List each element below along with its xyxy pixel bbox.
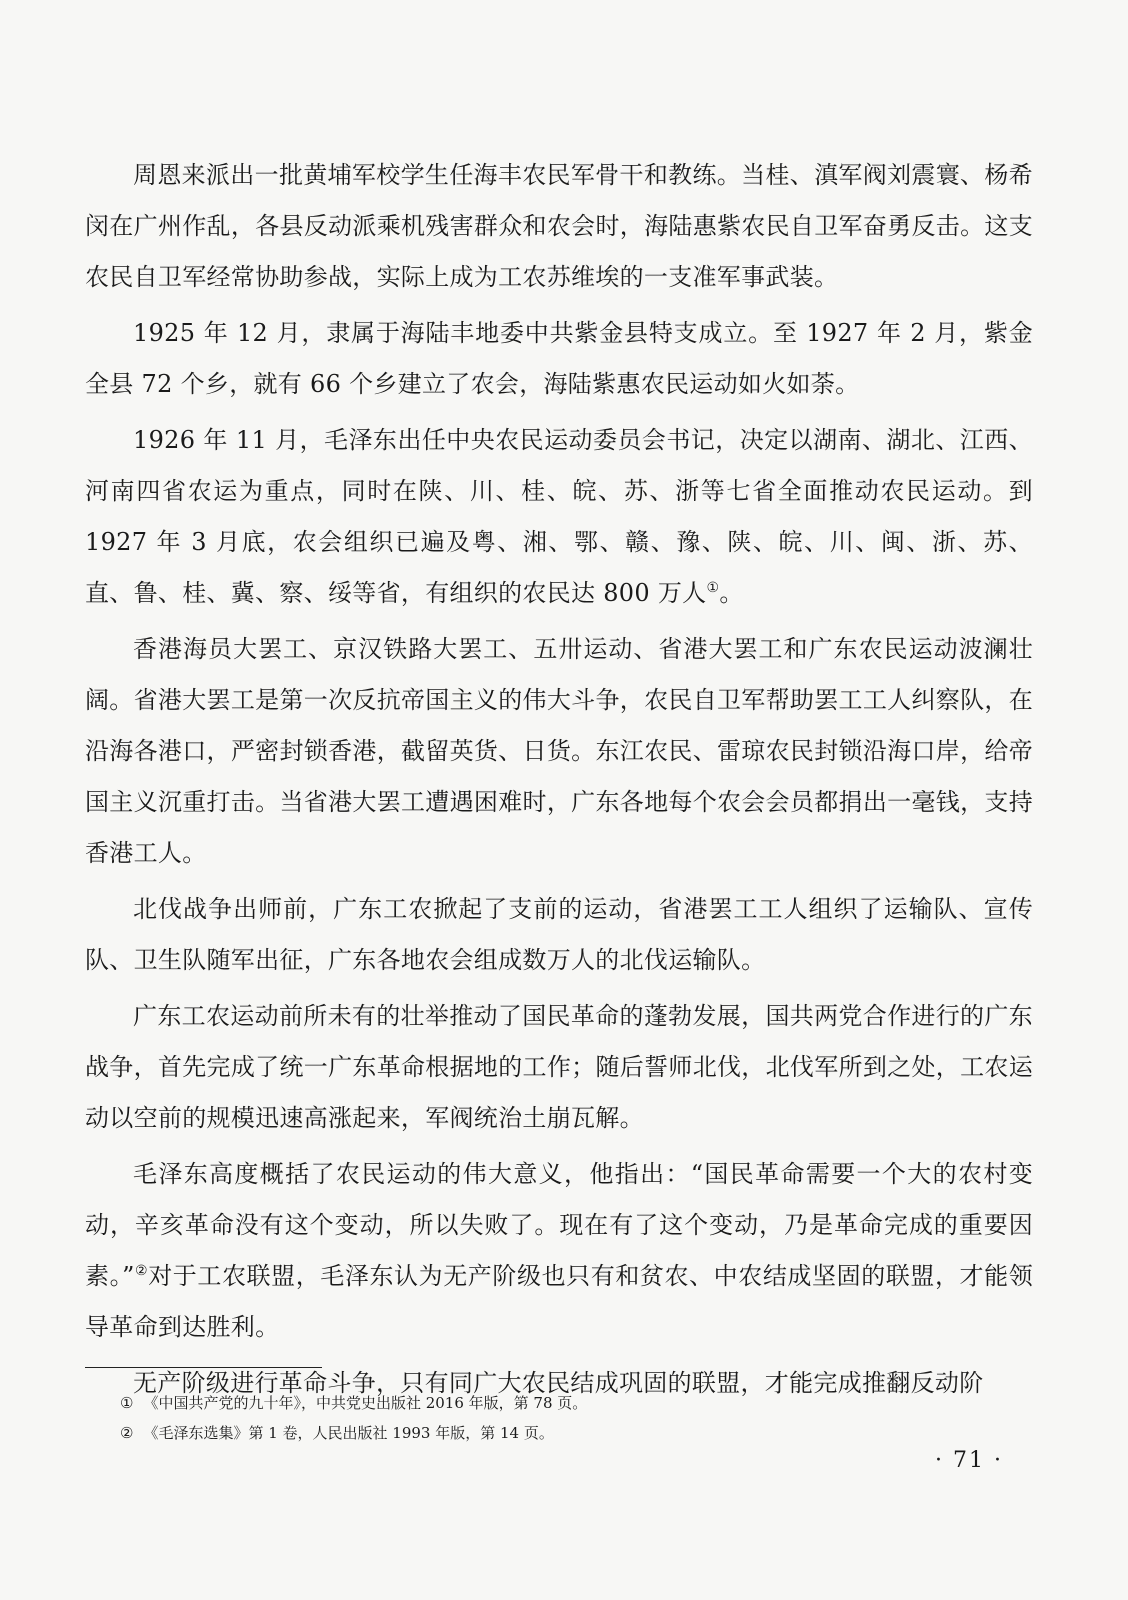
page-number: · 71 · <box>935 1448 1003 1473</box>
paragraph: 北伐战争出师前，广东工农掀起了支前的运动，省港罢工工人组织了运输队、宣传队、卫生队随军出征，广东各地农会组成数万人的北伐运输队。 <box>85 895 1033 974</box>
footnote-text: 《毛泽东选集》第 1 卷，人民出版社 1993 年版，第 14 页。 <box>143 1424 554 1442</box>
paragraph: 香港海员大罢工、京汉铁路大罢工、五卅运动、省港大罢工和广东农民运动波澜壮阔。省港大罢工是第一次反抗帝国主义的伟大斗争，农民自卫军帮助罢工工人纠察队，在沿海各港口，严密封锁香港，截留英货、日货。东江农民、雷琼农民封锁沿海口岸，给帝国主义沉重打击。当省港大罢工遭遇困难时，广东各地每个农会会员都捐出一毫钱，支持香港工人。 <box>85 635 1033 867</box>
footnote <box>120 1418 1020 1448</box>
paragraph: 1926 年 11 月，毛泽东出任中央农民运动委员会书记，决定以湖南、湖北、江西、河南四省农运为重点，同时在陕、川、桂、皖、苏、浙等七省全面推动农民运动。到 1927 年 3 月底，农会组织已遍及粤、湘、鄂、赣、豫、陕、皖、川、闽、浙、苏、直、鲁、桂、冀、察、绥等省，有组织的农民达 800 万人①。 <box>85 426 1033 607</box>
paragraph: 毛泽东高度概括了农民运动的伟大意义，他指出：“国民革命需要一个大的农村变动，辛亥革命没有这个变动，所以失败了。现在有了这个变动，乃是革命完成的重要因素。”②对于工农联盟，毛泽东认为无产阶级也只有和贫农、中农结成坚固的联盟，才能领导革命到达胜利。 <box>85 1160 1034 1341</box>
footnote <box>120 1388 1020 1418</box>
footnote-text: 《中国共产党的九十年》，中共党史出版社 2016 年版，第 78 页。 <box>143 1394 588 1412</box>
paragraph: 广东工农运动前所未有的壮举推动了国民革命的蓬勃发展，国共两党合作进行的广东战争，首先完成了统一广东革命根据地的工作；随后誓师北伐，北伐军所到之处，工农运动以空前的规模迅速高涨起来，军阀统治土崩瓦解。 <box>85 1002 1033 1132</box>
paragraph: 无产阶级进行革命斗争，只有同广大农民结成巩固的联盟，才能完成推翻反动阶 <box>133 1369 984 1397</box>
paragraph: 周恩来派出一批黄埔军校学生任海丰农民军骨干和教练。当桂、滇军阀刘震寰、杨希闵在广州作乱，各县反动派乘机残害群众和农会时，海陆惠紫农民自卫军奋勇反击。这支农民自卫军经常协助参战，实际上成为工农苏维埃的一支准军事武装。 <box>85 161 1033 291</box>
footnote-reference[interactable]: ② <box>134 1263 149 1279</box>
body-text <box>85 150 1033 1414</box>
footnote-reference[interactable]: ① <box>706 580 720 596</box>
footnotes <box>120 1388 1020 1448</box>
footnote-mark: ② <box>120 1424 134 1442</box>
paragraph: 1925 年 12 月，隶属于海陆丰地委中共紫金县特支成立。至 1927 年 2 月，紫金全县 72 个乡，就有 66 个乡建立了农会，海陆紫惠农民运动如火如荼。 <box>85 319 1033 398</box>
footnote-divider <box>85 1367 322 1368</box>
footnote-mark: ① <box>120 1394 134 1412</box>
